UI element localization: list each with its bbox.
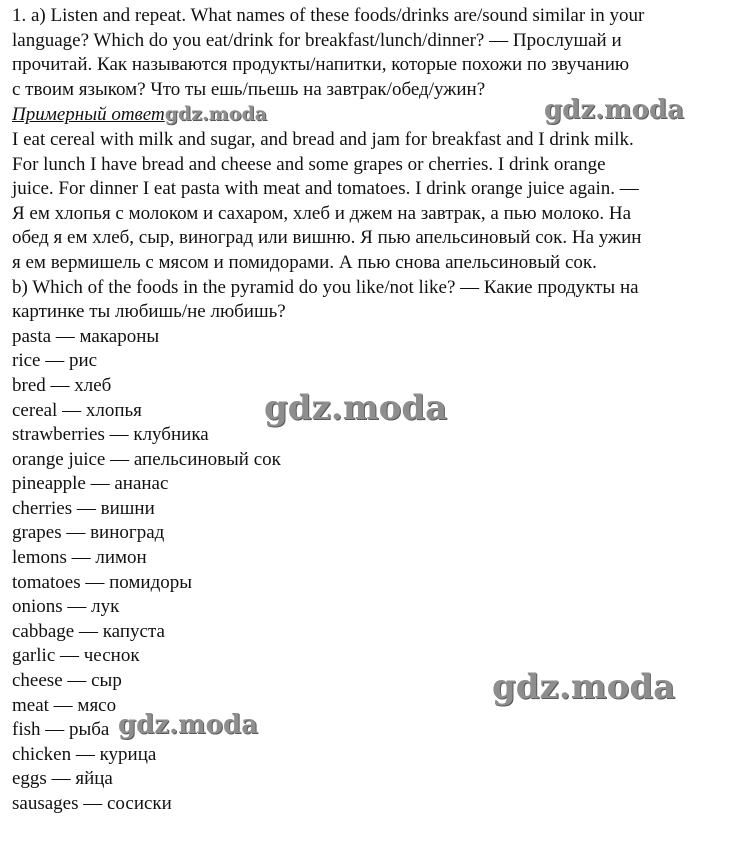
watermark: gdz.moda	[544, 95, 685, 125]
vocab-item: cabbage — капуста	[12, 620, 165, 642]
vocab-item: eggs — яйца	[12, 768, 113, 790]
answer-line: Я ем хлопья с молоком и сахаром, хлеб и джем на завтрак, а пью молоко. На	[12, 202, 632, 224]
vocab-item: onions — лук	[12, 596, 120, 618]
vocab-item: cereal — хлопья	[12, 399, 142, 421]
question-line: прочитай. Как называются продукты/напитки, которые похожи по звучанию	[12, 54, 630, 76]
vocab-item: orange juice — апельсиновый сок	[12, 448, 281, 470]
question-line: картинке ты любишь/не любишь?	[12, 301, 286, 323]
exercise-content	[12, 4, 730, 817]
vocab-item: cherries — вишни	[12, 497, 155, 519]
vocab-item: chicken — курица	[12, 743, 157, 765]
question-line: language? Which do you eat/drink for breakfast/lunch/dinner? — Прослушай и	[12, 29, 622, 51]
question-line: b) Which of the foods in the pyramid do you like/not like? — Какие продукты на	[12, 276, 639, 298]
vocab-item: garlic — чеснок	[12, 645, 140, 667]
vocab-item: sausages — сосиски	[12, 793, 172, 814]
vocab-item: cheese — сыр	[12, 670, 122, 692]
question-line: 1. a) Listen and repeat. What names of these foods/drinks are/sound similar in your	[12, 5, 645, 26]
vocab-list	[12, 325, 730, 817]
inline-watermark: gdz.moda	[164, 103, 268, 126]
answer-line: juice. For dinner I eat pasta with meat and tomatoes. I drink orange juice again. —	[12, 178, 639, 200]
vocab-item: grapes — виноград	[12, 522, 165, 544]
vocab-item: strawberries — клубника	[12, 424, 209, 446]
watermark: gdz.moda	[118, 710, 259, 740]
sample-answer-label: Примерный ответ	[12, 104, 165, 126]
sample-answer-heading	[12, 102, 730, 128]
answer-line: обед я ем хлеб, сыр, виноград или вишню. Я пью апельсиновый сок. На ужин	[12, 227, 642, 249]
vocab-item: bred — хлеб	[12, 374, 112, 396]
question-line: с твоим языком? Что ты ешь/пьешь на завтрак/обед/ужин?	[12, 78, 486, 100]
vocab-item: pasta — макароны	[12, 325, 160, 347]
vocab-item: rice — рис	[12, 350, 98, 372]
vocab-item: lemons — лимон	[12, 547, 147, 569]
answer-line: I eat cereal with milk and sugar, and bread and jam for breakfast and I drink milk.	[12, 128, 634, 150]
vocab-item: pineapple — ананас	[12, 473, 169, 495]
part-b-question	[12, 276, 730, 325]
answer-line: я ем вермишель с мясом и помидорами. А пью снова апельсиновый сок.	[12, 251, 597, 273]
watermark: gdz.moda	[264, 388, 448, 428]
answer-line: For lunch I have bread and cheese and some grapes or cherries. I drink orange	[12, 153, 606, 175]
watermark: gdz.moda	[492, 667, 676, 707]
vocab-item: fish — рыба	[12, 719, 110, 741]
sample-answer-text	[12, 128, 730, 276]
vocab-item: meat — мясо	[12, 694, 117, 716]
vocab-item: tomatoes — помидоры	[12, 571, 193, 593]
part-a-question	[12, 4, 730, 102]
